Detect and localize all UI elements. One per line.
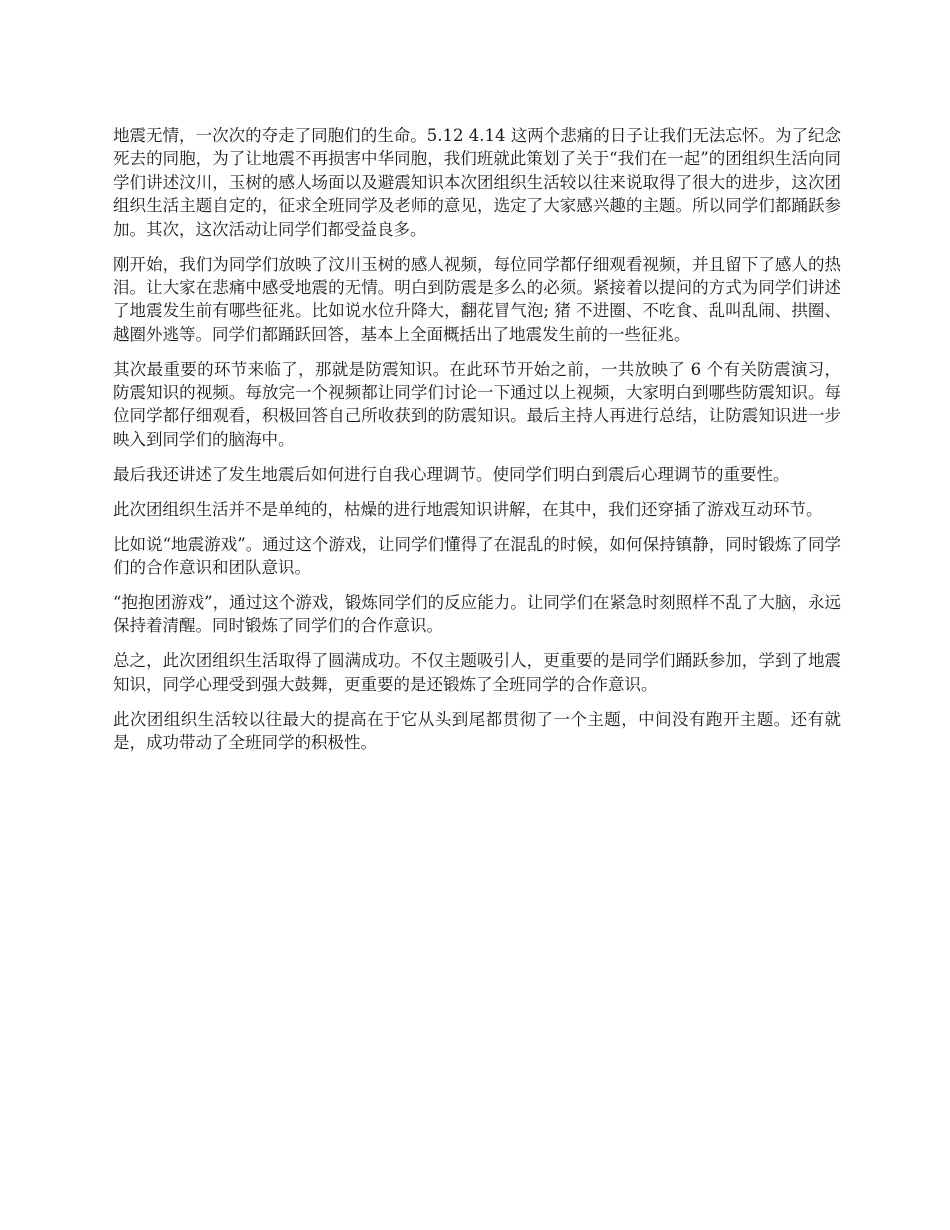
paragraph-psychological-adjustment: 最后我还讲述了发生地震后如何进行自我心理调节。使同学们明白到震后心理调节的重要性。 (113, 464, 790, 484)
paragraph-video-and-signs: 刚开始，我们为同学们放映了汶川玉树的感人视频，每位同学都仔细观看视频，并且留下了感人的热泪。让大家在悲痛中感受地震的无情。明白到防震是多么的必须。紧接着以提问的方式为同学们讲述了地震发生前有哪些征兆。比如说水位升降大，翻花冒气泡; 猪 不进圈、不吃食、乱叫乱闹、拱圈、越圈外逃等。同学们都踊跃回答，基本上全面概括出了地震发生前的一些征兆。 (113, 254, 841, 344)
paragraph-game-interaction: 此次团组织生活并不是单纯的，枯燥的进行地震知识讲解，在其中，我们还穿插了游戏互动环节。 (113, 499, 823, 519)
paragraph-earthquake-knowledge: 其次最重要的环节来临了，那就是防震知识。在此环节开始之前，一共放映了 6 个有关防震演习，防震知识的视频。每放完一个视频都让同学们讨论一下通过以上视频，大家明白到哪些防震知识。每位同学都仔细观看，积极回答自己所收获到的防震知识。最后主持人再进行总结，让防震知识进一步映入到同学们的脑海中。 (113, 359, 841, 449)
paragraph-intro: 地震无情，一次次的夺走了同胞们的生命。5.12 4.14 这两个悲痛的日子让我们无法忘怀。为了纪念死去的同胞，为了让地震不再损害中华同胞，我们班就此策划了关于“我们在一起”的团组织生活向同学们讲述汶川，玉树的感人场面以及避震知识本次团组织生活较以往来说取得了很大的进步，这次团组织生活主题自定的，征求全班同学及老师的意见，选定了大家感兴趣的主题。所以同学们都踊跃参加。其次，这次活动让同学们都受益良多。 (113, 126, 841, 239)
paragraph-earthquake-game: 比如说“地震游戏”。通过这个游戏，让同学们懂得了在混乱的时候，如何保持镇静，同时锻炼了同学们的合作意识和团队意识。 (113, 534, 841, 577)
document-body (113, 124, 841, 766)
paragraph-summary: 总之，此次团组织生活取得了圆满成功。不仅主题吸引人，更重要的是同学们踊跃参加，学到了地震知识，同学心理受到强大鼓舞，更重要的是还锻炼了全班同学的合作意识。 (113, 651, 841, 694)
paragraph-hug-game: “抱抱团游戏”，通过这个游戏，锻炼同学们的反应能力。让同学们在紧急时刻照样不乱了大脑，永远保持着清醒。同时锻炼了同学们的合作意识。 (113, 592, 841, 636)
paragraph-conclusion: 此次团组织生活较以往最大的提高在于它从头到尾都贯彻了一个主题，中间没有跑开主题。还有就是，成功带动了全班同学的积极性。 (113, 709, 841, 752)
